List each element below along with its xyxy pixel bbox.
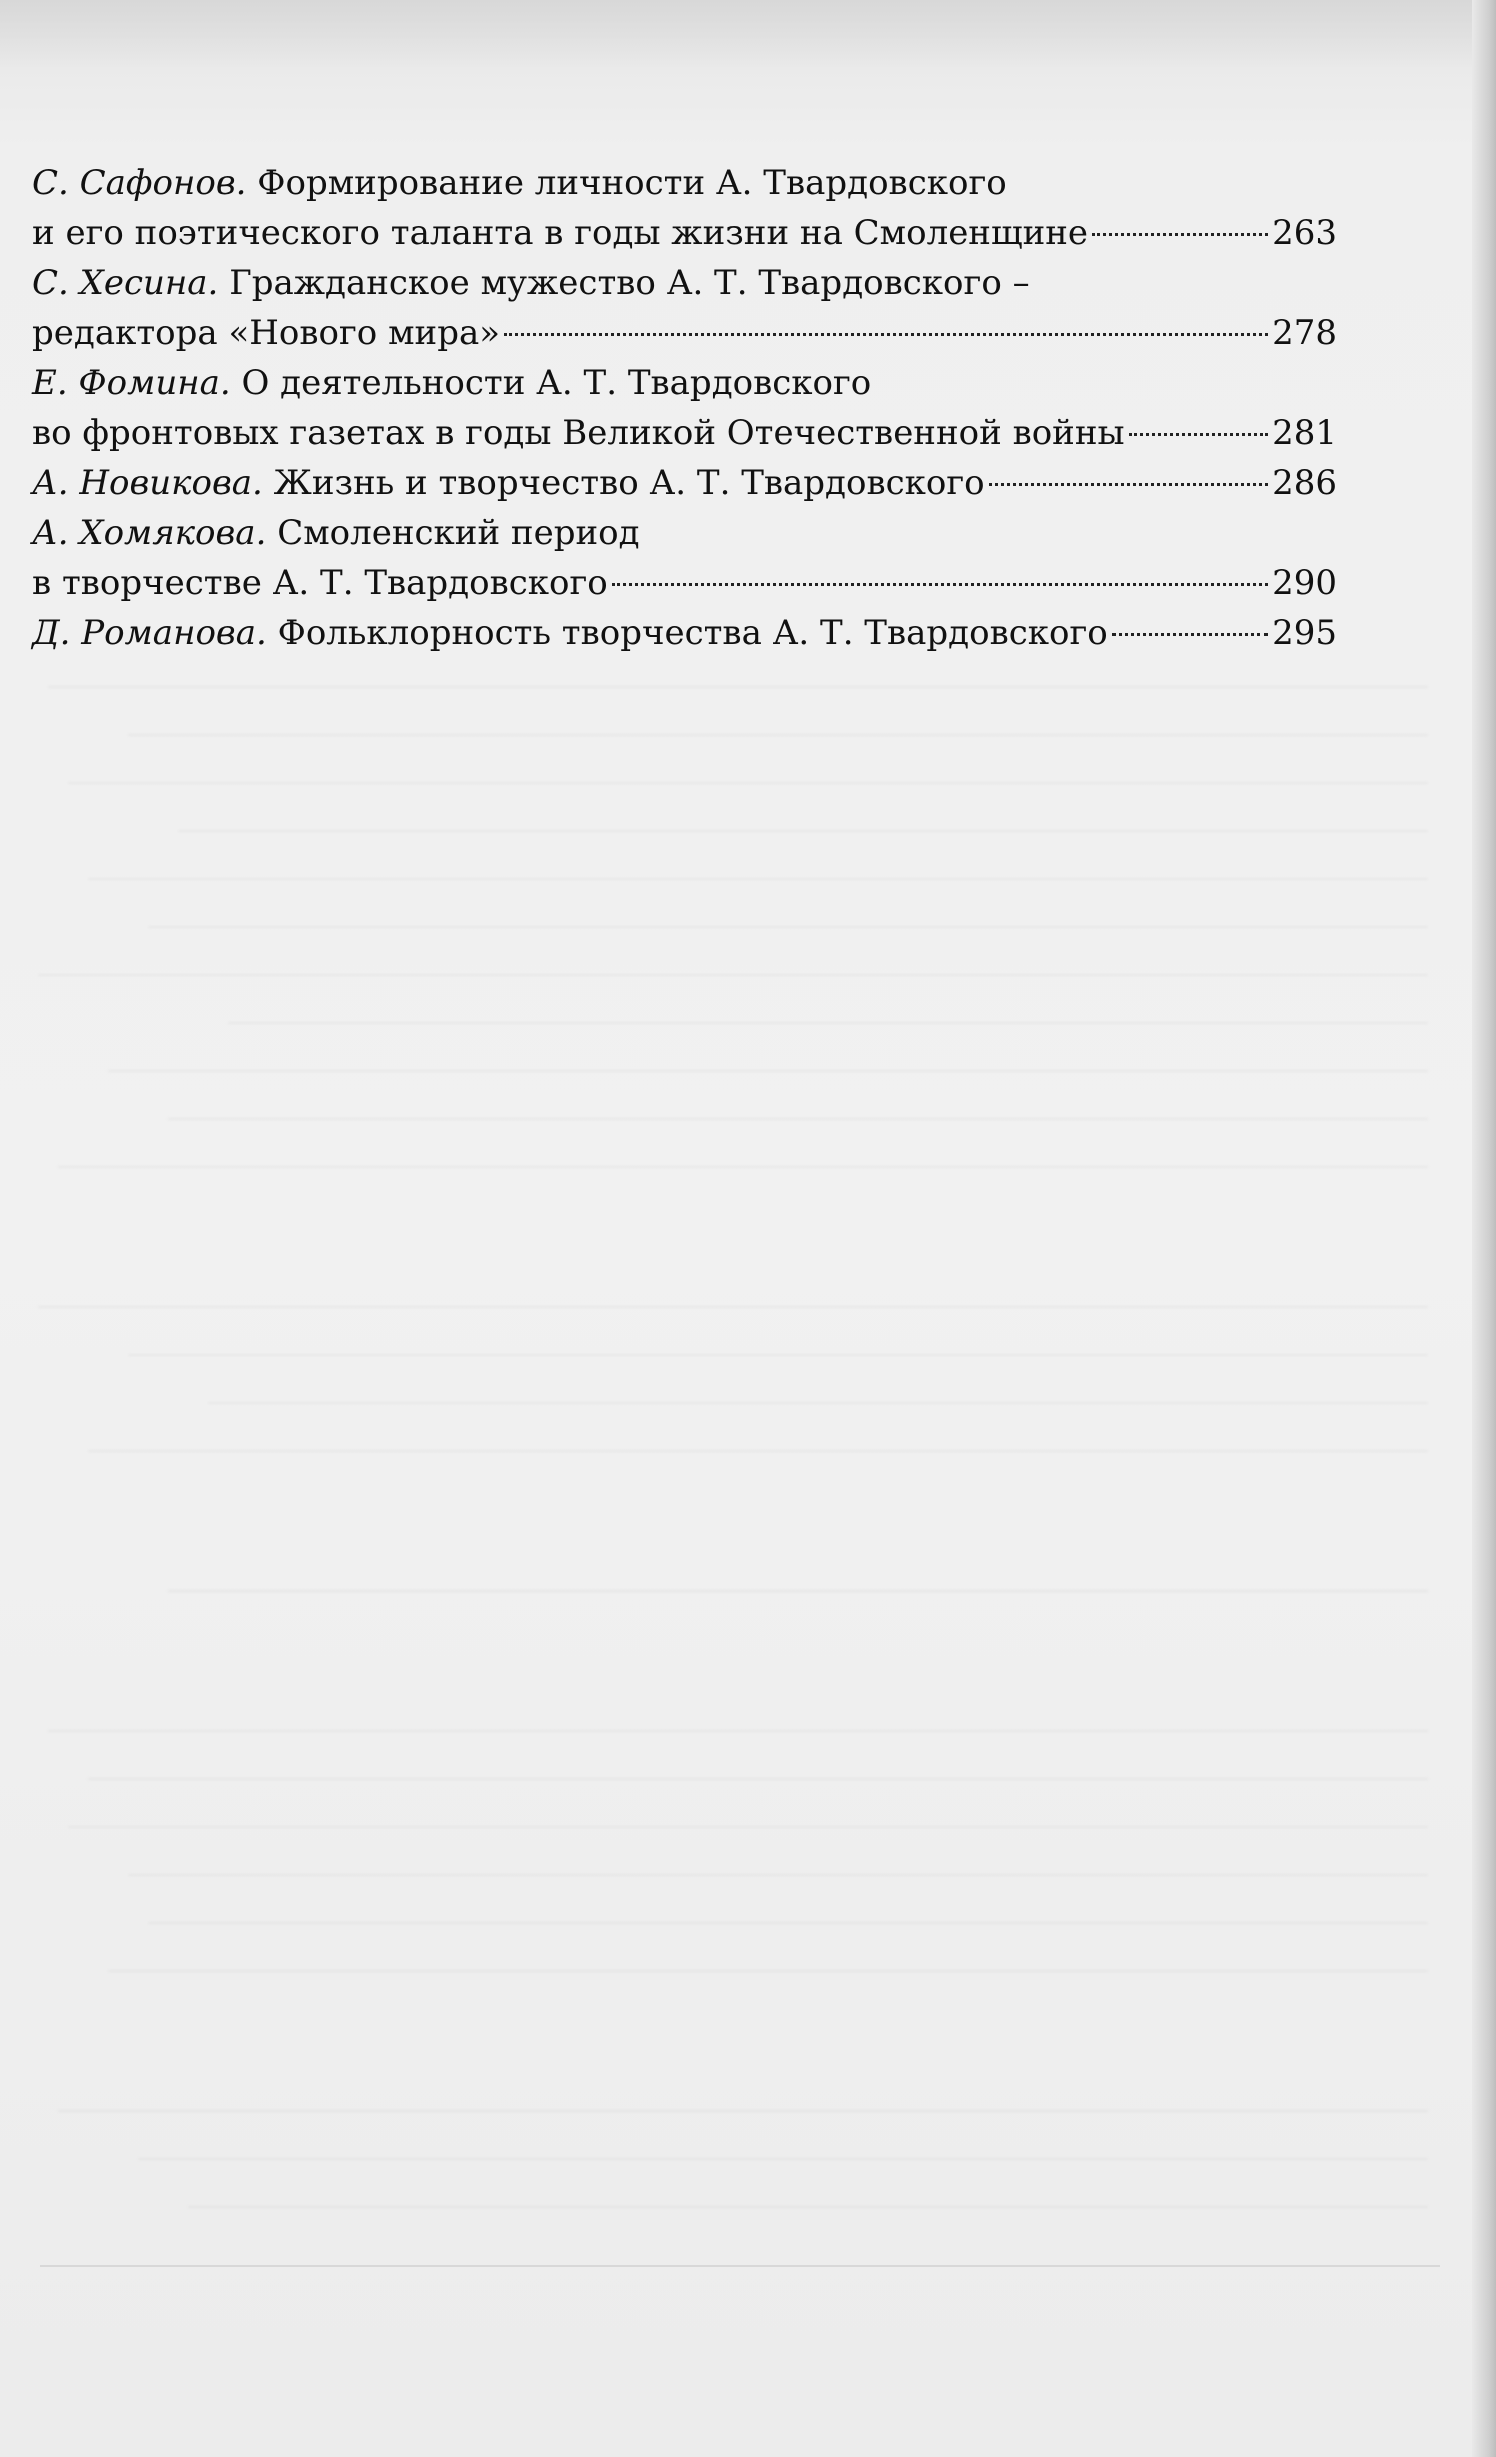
toc-author: Д. Романова.	[32, 613, 267, 653]
toc-entry-line	[32, 408, 1337, 458]
toc-entry-line	[32, 208, 1337, 258]
toc-entry-line	[32, 508, 1337, 558]
toc-leader-dots	[1092, 233, 1268, 236]
toc-leader-dots	[989, 483, 1268, 486]
toc-author: С. Хесина.	[32, 263, 219, 303]
toc-page-number: 295	[1272, 613, 1337, 653]
toc-entry-line	[32, 358, 1337, 408]
toc-page-number: 290	[1272, 563, 1337, 603]
toc-entry-safonov	[32, 158, 1337, 258]
toc-entry-line	[32, 558, 1337, 608]
toc-entry-line	[32, 158, 1337, 208]
toc-entry-khesina	[32, 258, 1337, 358]
toc-author: А. Хомякова.	[32, 513, 267, 553]
toc-leader-dots	[504, 333, 1268, 336]
toc-title-continued: во фронтовых газетах в годы Великой Отечественной войны	[32, 413, 1125, 453]
toc-title-continued: редактора «Нового мира»	[32, 313, 501, 353]
toc-title-continued: и его поэтического таланта в годы жизни на Смоленщине	[32, 213, 1089, 253]
toc-entry-line	[32, 258, 1337, 308]
toc-title: Формирование личности А. Твардовского	[257, 163, 1007, 203]
toc-entry-line	[32, 458, 1337, 508]
page-binding-edge	[1472, 0, 1496, 2457]
toc-title: Жизнь и творчество А. Т. Твардовского	[273, 463, 985, 503]
table-of-contents	[32, 158, 1337, 658]
toc-title-continued: в творчестве А. Т. Твардовского	[32, 563, 608, 603]
page-top-shadow	[0, 0, 1496, 70]
toc-leader-dots	[1112, 633, 1268, 636]
toc-title: О деятельности А. Т. Твардовского	[241, 363, 872, 403]
toc-page-number: 263	[1272, 213, 1337, 253]
bleed-through-texture	[28, 640, 1428, 2208]
toc-author: А. Новикова.	[32, 463, 263, 503]
toc-page-number: 278	[1272, 313, 1337, 353]
toc-entry-novikova	[32, 458, 1337, 508]
bleed-through-footer-rule	[40, 2265, 1440, 2307]
toc-leader-dots	[612, 583, 1268, 586]
toc-entry-fomina	[32, 358, 1337, 458]
toc-entry-khomyakova	[32, 508, 1337, 608]
toc-title: Смоленский период	[277, 513, 640, 553]
toc-title: Фольклорность творчества А. Т. Твардовского	[277, 613, 1108, 653]
toc-entry-line	[32, 308, 1337, 358]
toc-title: Гражданское мужество А. Т. Твардовского –	[229, 263, 1030, 303]
toc-leader-dots	[1129, 433, 1269, 436]
toc-author: Е. Фомина.	[32, 363, 231, 403]
toc-page-number: 281	[1272, 413, 1337, 453]
toc-author: С. Сафонов.	[32, 163, 247, 203]
toc-page-number: 286	[1272, 463, 1337, 503]
